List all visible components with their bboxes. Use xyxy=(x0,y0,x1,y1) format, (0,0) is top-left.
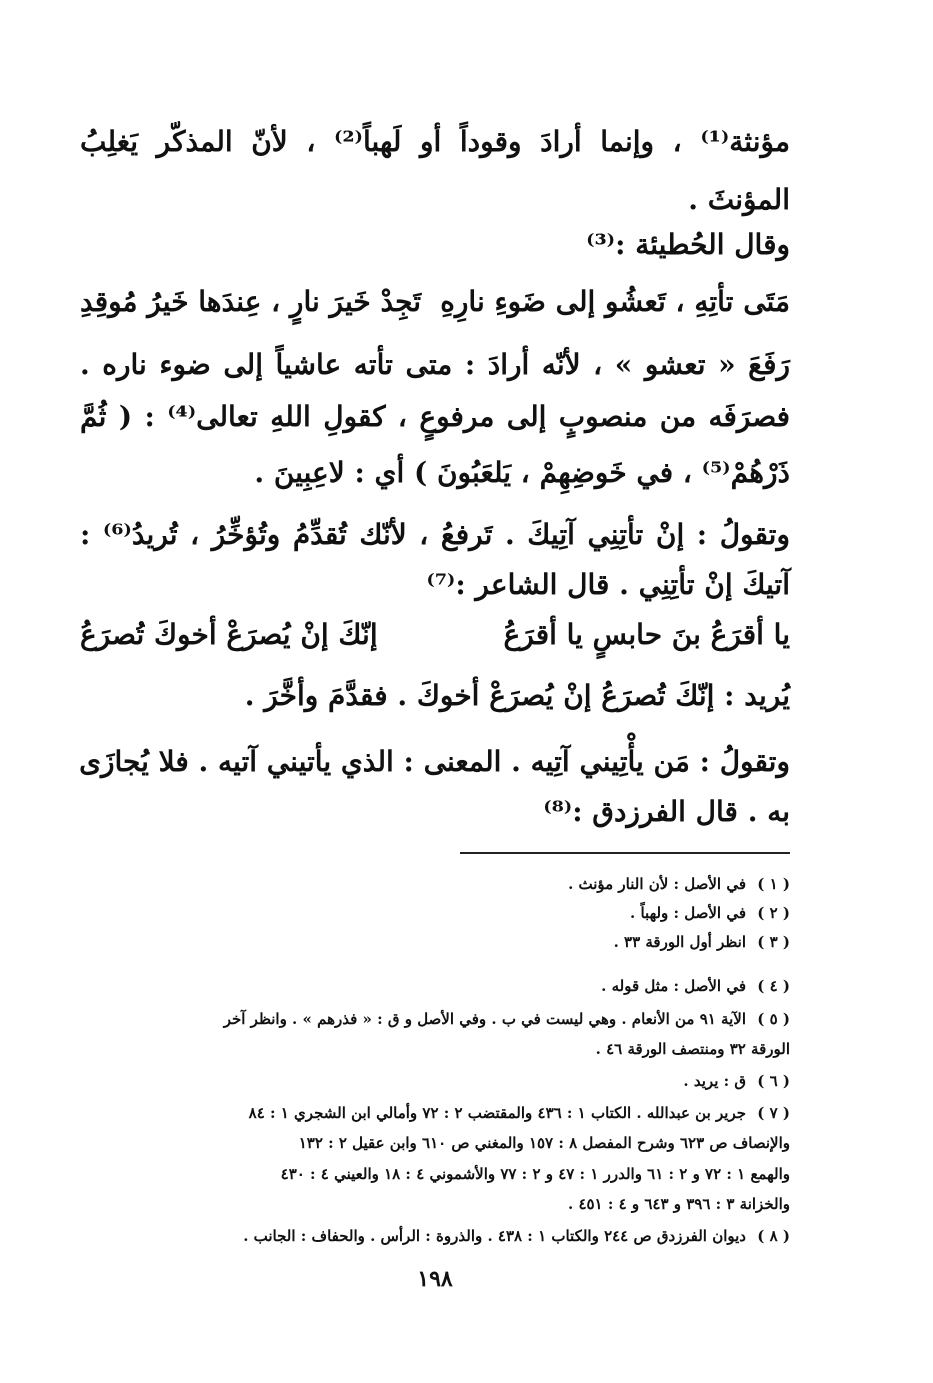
body-line-1: مؤنثة⁽¹⁾ ، وإنما أرادَ وقوداً أو لَهباً⁽²⁾ ، لأنّ المذكّر يَغلِبُ xyxy=(80,125,790,158)
footnote-7-continued-2: والهمع ١ : ٧٢ و ٢ : ٦١ والدرر ١ : ٤٧ و ٢ : ٧٧ والأشموني ٤ : ١٨ والعيني ٤ : ٤٣٠ xyxy=(280,1165,790,1183)
footnote-1 xyxy=(80,870,790,898)
body-line-5: فصرَفَه من منصوبٍ إلى مرفوعٍ ، كقولِ اللهِ تعالى⁽⁴⁾ : ( ثُمَّ xyxy=(80,400,790,433)
footnote-5-continued: الورقة ٣٢ ومنتصف الورقة ٤٦ . xyxy=(595,1040,790,1058)
body-line-6: ذَرْهُمْ⁽⁵⁾ ، في خَوضِهِمْ ، يَلعَبُونَ ) أي : لاعِبِينَ . xyxy=(254,456,790,489)
body-line-8: آتيكَ إنْ تأتِنِي . قال الشاعر :⁽⁷⁾ xyxy=(426,568,790,601)
footnote-2 xyxy=(80,899,790,927)
body-line-9: يُريد : إنّكَ تُصرَعُ إنْ يُصرَعْ أخوكَ . فقدَّمَ وأخَّرَ . xyxy=(244,679,790,712)
body-line-11: به . قال الفرزدق :⁽⁸⁾ xyxy=(543,795,790,828)
verse-2-second-hemistich: إنّكَ إنْ يُصرَعْ أخوكَ تُصرَعُ xyxy=(80,618,378,651)
body-line-4: رَفَعَ « تعشو » ، لأنّه أرادَ : متى تأته عاشياً إلى ضوء ناره . xyxy=(80,348,790,381)
verse-1 xyxy=(80,282,790,322)
footnote-text: في الأصل : ولهباً . xyxy=(630,904,746,922)
footnote-number: ( ٥ ) xyxy=(757,1010,790,1028)
footnote-8 xyxy=(80,1222,790,1250)
footnote-text: ق : يريد . xyxy=(683,1072,746,1090)
footnote-number: ( ٨ ) xyxy=(757,1227,790,1245)
footnote-number: ( ٣ ) xyxy=(757,933,790,951)
body-line-3: وقال الحُطيئة :⁽³⁾ xyxy=(586,228,790,261)
body-line-10: وتقولُ : مَن يأْتِيني آتِيه . المعنى : الذي يأتيني آتيه . فلا يُجازَى xyxy=(79,745,790,778)
footnote-number: ( ٧ ) xyxy=(757,1104,790,1122)
verse-1-first-hemistich: مَتَى تأتِهِ ، تَعشُو إلى ضَوءِ نارِهِ xyxy=(440,285,790,318)
footnote-5 xyxy=(80,1005,790,1033)
footnote-number: ( ٤ ) xyxy=(757,977,790,995)
footnote-divider xyxy=(460,852,790,854)
footnote-text: الآية ٩١ من الأنعام . وهي ليست في ب . وفي الأصل و ق : « فذرهم » . وانظر آخر xyxy=(223,1010,746,1028)
footnote-4 xyxy=(80,972,790,1000)
footnote-number: ( ١ ) xyxy=(757,875,790,893)
footnote-6 xyxy=(80,1067,790,1095)
body-line-2: المؤنثَ . xyxy=(688,183,790,216)
verse-1-second-hemistich: تَجِدْ خَيرَ نارٍ ، عِندَها خَيرُ مُوقِدِ xyxy=(80,285,422,318)
verse-2 xyxy=(80,615,790,655)
footnote-text: ديوان الفرزدق ص ٢٤٤ والكتاب ١ : ٤٣٨ . والذروة : الرأس . والحفاف : الجانب . xyxy=(243,1227,746,1245)
footnote-number: ( ٢ ) xyxy=(757,904,790,922)
body-line-7: وتقولُ : إنْ تأتِنِي آتِيكَ . تَرفعُ ، لأنّك تُقدِّمُ وتُؤخِّرُ ، تُريدُ⁽⁶⁾ : xyxy=(80,518,790,551)
footnote-7 xyxy=(80,1099,790,1127)
footnote-number: ( ٦ ) xyxy=(757,1072,790,1090)
footnote-text: جرير بن عبدالله . الكتاب ١ : ٤٣٦ والمقتضب ٢ : ٧٢ وأمالي ابن الشجري ١ : ٨٤ xyxy=(248,1104,746,1122)
verse-2-first-hemistich: يا أقرَعُ بنَ حابسٍ يا أقرَعُ xyxy=(503,618,790,651)
page-number: ١٩٨ xyxy=(417,1266,453,1292)
footnote-7-continued-1: والإنصاف ص ٦٢٣ وشرح المفصل ٨ : ١٥٧ والمغني ص ٦١٠ وابن عقيل ٢ : ١٣٢ xyxy=(298,1134,790,1152)
footnote-text: في الأصل : مثل قوله . xyxy=(601,977,746,995)
footnote-text: انظر أول الورقة ٣٣ . xyxy=(613,933,746,951)
footnote-7-continued-3: والخزانة ٣ : ٣٩٦ و ٦٤٣ و ٤ : ٤٥١ . xyxy=(567,1195,790,1213)
footnote-text: في الأصل : لأن النار مؤنث . xyxy=(568,875,746,893)
footnote-3 xyxy=(80,928,790,956)
